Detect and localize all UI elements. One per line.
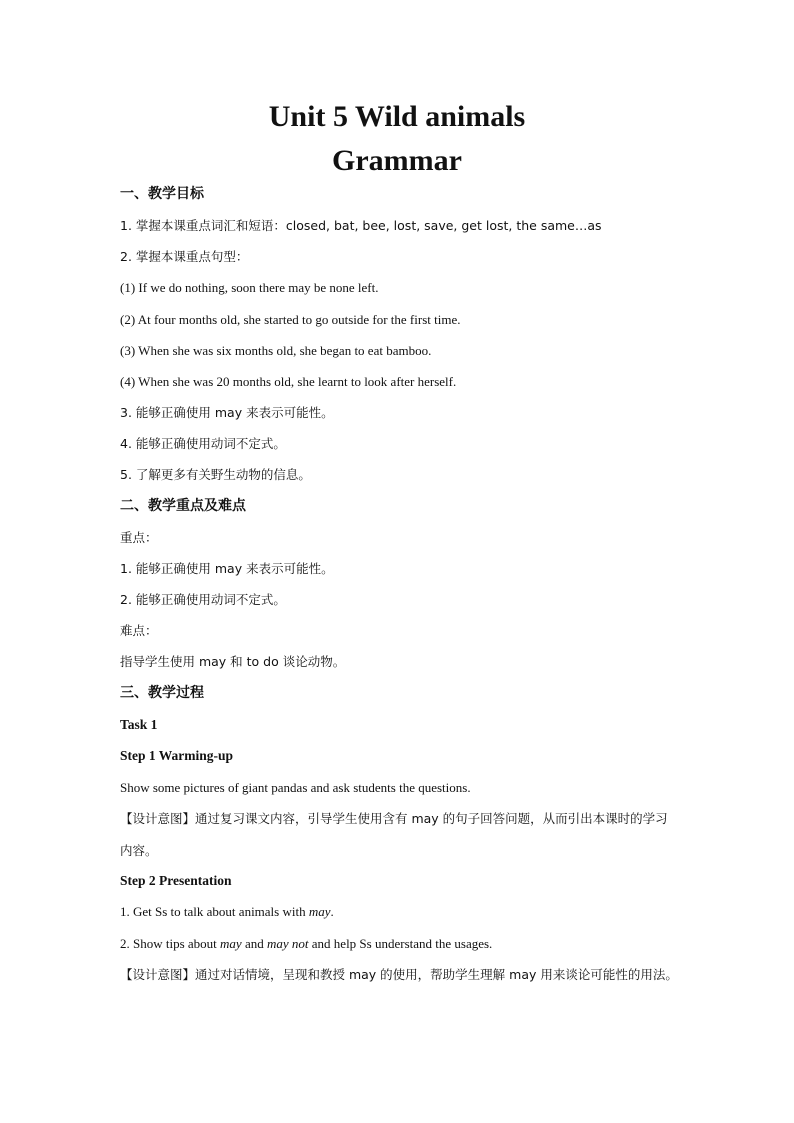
step-item-text: and help Ss understand the usages. (308, 936, 493, 951)
step-item-text: . (330, 904, 334, 919)
objective-item: 5. 了解更多有关野生动物的信息。 (120, 467, 311, 482)
page-subtitle: Grammar (332, 144, 462, 177)
objective-item: 3. 能够正确使用 may 来表示可能性。 (120, 405, 334, 420)
section-heading-objectives: 一、教学目标 (120, 186, 204, 202)
key-item: 1. 能够正确使用 may 来表示可能性。 (120, 561, 334, 576)
step-item (120, 936, 680, 952)
step-item-emphasis: may (308, 904, 331, 919)
section-heading-process: 三、教学过程 (120, 685, 204, 701)
sentence-pattern-item: (3) When she was six months old, she began to eat bamboo. (120, 343, 432, 358)
step-item-text: and (241, 936, 267, 951)
section-heading-key-points: 二、教学重点及难点 (120, 498, 246, 514)
objective-item: 4. 能够正确使用动词不定式。 (120, 436, 286, 451)
difficult-label: 难点： (120, 623, 158, 638)
task-title: Task 1 (120, 717, 158, 732)
sentence-pattern-item: (4) When she was 20 months old, she learnt to look after herself. (120, 374, 457, 389)
step-item-emphasis: may not (267, 936, 309, 951)
step-item (120, 904, 680, 920)
step-item-text: 2. Show tips about (120, 936, 221, 951)
sentence-pattern-item: (2) At four months old, she started to go outside for the first time. (120, 312, 461, 327)
step-item-text: 1. Get Ss to talk about animals with (120, 904, 309, 919)
step-title: Step 1 Warming-up (120, 748, 234, 763)
difficult-text: 指导学生使用 may 和 to do 谈论动物。 (120, 654, 346, 669)
design-intent: 【设计意图】通过复习课文内容，引导学生使用含有 may 的句子回答问题，从而引出本课时的学习内容。 (120, 811, 668, 858)
sentence-pattern-item: (1) If we do nothing, soon there may be none left. (120, 280, 379, 295)
step-text: Show some pictures of giant pandas and ask students the questions. (120, 780, 471, 795)
key-item: 2. 能够正确使用动词不定式。 (120, 592, 286, 607)
step-title: Step 2 Presentation (120, 873, 232, 888)
objective-item: 2. 掌握本课重点句型： (120, 249, 249, 264)
step-item-emphasis: may (220, 936, 242, 951)
design-intent: 【设计意图】通过对话情境，呈现和教授 may 的使用，帮助学生理解 may 用来谈论可能性的用法。 (120, 967, 678, 982)
page-title: Unit 5 Wild animals (268, 100, 526, 133)
objective-item: 1. 掌握本课重点词汇和短语：closed, bat, bee, lost, save, get lost, the same…as (120, 218, 602, 233)
key-label: 重点： (120, 530, 158, 545)
